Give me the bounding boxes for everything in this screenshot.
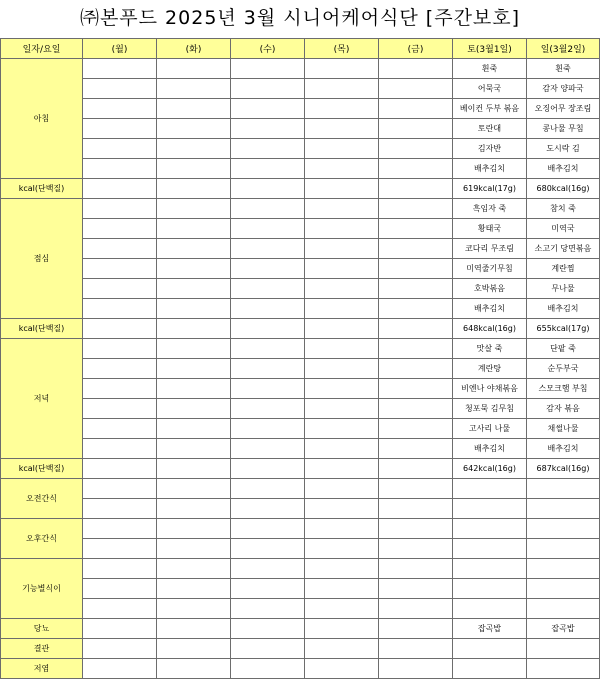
menu-cell: [305, 119, 379, 139]
menu-cell: [453, 539, 527, 559]
menu-cell: [231, 399, 305, 419]
menu-cell: 호박볶음: [453, 279, 527, 299]
menu-cell: [157, 399, 231, 419]
table-row: [1, 179, 600, 199]
menu-cell: [231, 599, 305, 619]
menu-cell: [379, 659, 453, 679]
menu-cell: [83, 139, 157, 159]
header-date: 일자/요일: [1, 39, 83, 59]
menu-cell: [453, 499, 527, 519]
menu-cell: 토란대: [453, 119, 527, 139]
table-row: [1, 339, 600, 359]
meal-category-label: 결관: [1, 639, 83, 659]
menu-cell: [305, 299, 379, 319]
menu-cell: 655kcal(17g): [527, 319, 600, 339]
menu-cell: [83, 319, 157, 339]
menu-cell: [527, 559, 600, 579]
menu-cell: 배추김치: [527, 299, 600, 319]
menu-cell: [379, 379, 453, 399]
menu-cell: [305, 559, 379, 579]
menu-cell: [305, 179, 379, 199]
meal-category-label: kcal(단백질): [1, 459, 83, 479]
menu-cell: [305, 359, 379, 379]
menu-cell: [157, 559, 231, 579]
menu-cell: 미역국: [527, 219, 600, 239]
menu-cell: [305, 59, 379, 79]
menu-cell: [231, 139, 305, 159]
menu-cell: [83, 339, 157, 359]
menu-cell: 콩나물 무침: [527, 119, 600, 139]
menu-cell: [157, 499, 231, 519]
menu-cell: 참치 죽: [527, 199, 600, 219]
menu-cell: [157, 279, 231, 299]
table-row: [1, 119, 600, 139]
table-row: [1, 459, 600, 479]
menu-cell: [379, 359, 453, 379]
menu-cell: [527, 639, 600, 659]
menu-cell: [83, 579, 157, 599]
menu-body: [1, 59, 600, 679]
menu-cell: [527, 539, 600, 559]
menu-cell: 배추김치: [527, 439, 600, 459]
menu-cell: 소고기 당면볶음: [527, 239, 600, 259]
header-row: [1, 39, 600, 59]
menu-cell: [157, 119, 231, 139]
menu-cell: [231, 379, 305, 399]
menu-cell: [527, 479, 600, 499]
table-row: [1, 499, 600, 519]
table-row: [1, 519, 600, 539]
menu-cell: 스모크햄 부침: [527, 379, 600, 399]
menu-cell: [83, 279, 157, 299]
menu-cell: [157, 159, 231, 179]
menu-cell: 감자 볶음: [527, 399, 600, 419]
table-row: [1, 379, 600, 399]
menu-cell: [305, 499, 379, 519]
menu-cell: [157, 199, 231, 219]
menu-cell: [527, 519, 600, 539]
menu-cell: [527, 659, 600, 679]
menu-cell: [231, 239, 305, 259]
menu-cell: [83, 439, 157, 459]
meal-category-label: kcal(단백질): [1, 319, 83, 339]
menu-cell: [305, 459, 379, 479]
menu-cell: [305, 339, 379, 359]
menu-cell: [157, 659, 231, 679]
menu-cell: [83, 459, 157, 479]
menu-cell: [379, 499, 453, 519]
menu-cell: 비엔나 야채볶음: [453, 379, 527, 399]
menu-cell: [379, 99, 453, 119]
menu-cell: [305, 619, 379, 639]
menu-cell: [305, 159, 379, 179]
menu-cell: [157, 539, 231, 559]
menu-cell: [527, 579, 600, 599]
menu-cell: [83, 519, 157, 539]
menu-cell: 단팥 죽: [527, 339, 600, 359]
table-row: [1, 599, 600, 619]
menu-cell: [453, 559, 527, 579]
menu-cell: 잡곡밥: [453, 619, 527, 639]
menu-cell: [379, 339, 453, 359]
menu-cell: 잡곡밥: [527, 619, 600, 639]
menu-cell: [379, 619, 453, 639]
menu-cell: [157, 239, 231, 259]
menu-cell: [305, 639, 379, 659]
menu-cell: [305, 199, 379, 219]
menu-cell: 오징어무 장조림: [527, 99, 600, 119]
menu-cell: [157, 259, 231, 279]
menu-cell: [305, 399, 379, 419]
menu-cell: [379, 139, 453, 159]
menu-cell: [379, 479, 453, 499]
menu-cell: [231, 579, 305, 599]
menu-cell: [231, 499, 305, 519]
menu-cell: [379, 439, 453, 459]
menu-cell: [231, 79, 305, 99]
menu-cell: [379, 519, 453, 539]
menu-cell: [157, 579, 231, 599]
table-row: [1, 299, 600, 319]
menu-cell: [83, 239, 157, 259]
table-row: [1, 79, 600, 99]
menu-cell: [83, 179, 157, 199]
menu-cell: 고사리 나물: [453, 419, 527, 439]
menu-cell: [157, 359, 231, 379]
menu-cell: [379, 119, 453, 139]
menu-cell: 감자 양파국: [527, 79, 600, 99]
menu-cell: [231, 219, 305, 239]
menu-cell: [231, 279, 305, 299]
menu-cell: [83, 659, 157, 679]
menu-cell: 계란찜: [527, 259, 600, 279]
menu-cell: [527, 499, 600, 519]
menu-cell: [379, 399, 453, 419]
menu-cell: [231, 419, 305, 439]
menu-cell: [453, 659, 527, 679]
menu-cell: [83, 479, 157, 499]
menu-cell: [305, 319, 379, 339]
meal-category-label: 아침: [1, 59, 83, 179]
menu-cell: [379, 579, 453, 599]
menu-cell: [231, 359, 305, 379]
meal-category-label: 점심: [1, 199, 83, 319]
menu-cell: [157, 459, 231, 479]
menu-cell: [83, 359, 157, 379]
menu-cell: [379, 319, 453, 339]
menu-cell: 계란탕: [453, 359, 527, 379]
menu-cell: 642kcal(16g): [453, 459, 527, 479]
menu-cell: [231, 439, 305, 459]
menu-cell: 황태국: [453, 219, 527, 239]
menu-cell: [231, 319, 305, 339]
meal-category-label: 저녁: [1, 339, 83, 459]
menu-cell: [305, 419, 379, 439]
table-row: [1, 579, 600, 599]
menu-cell: [83, 199, 157, 219]
menu-cell: [83, 499, 157, 519]
menu-cell: [83, 379, 157, 399]
menu-cell: 흰죽: [453, 59, 527, 79]
table-row: [1, 419, 600, 439]
table-row: [1, 59, 600, 79]
header-sat: 토(3월1일): [453, 39, 527, 59]
menu-cell: [379, 299, 453, 319]
menu-cell: [83, 259, 157, 279]
menu-cell: [83, 539, 157, 559]
menu-cell: 순두부국: [527, 359, 600, 379]
menu-cell: [157, 79, 231, 99]
menu-cell: [453, 579, 527, 599]
menu-cell: [379, 599, 453, 619]
menu-cell: [83, 59, 157, 79]
menu-cell: [231, 619, 305, 639]
menu-cell: [453, 519, 527, 539]
menu-cell: [305, 259, 379, 279]
menu-cell: [83, 219, 157, 239]
menu-cell: [305, 219, 379, 239]
menu-cell: [379, 59, 453, 79]
header-thu: (목): [305, 39, 379, 59]
menu-cell: [157, 219, 231, 239]
menu-cell: [379, 199, 453, 219]
menu-cell: 무나물: [527, 279, 600, 299]
menu-cell: [83, 119, 157, 139]
menu-cell: 도시락 김: [527, 139, 600, 159]
menu-cell: [305, 239, 379, 259]
menu-cell: [231, 459, 305, 479]
menu-cell: [83, 639, 157, 659]
table-row: [1, 559, 600, 579]
menu-cell: [231, 519, 305, 539]
menu-cell: 채썰나물: [527, 419, 600, 439]
menu-cell: [83, 399, 157, 419]
menu-cell: [231, 259, 305, 279]
menu-cell: [379, 79, 453, 99]
menu-cell: [305, 519, 379, 539]
menu-cell: [305, 579, 379, 599]
menu-cell: 미역줄기무침: [453, 259, 527, 279]
menu-table: [0, 38, 600, 679]
table-row: [1, 439, 600, 459]
menu-cell: 배추김치: [453, 439, 527, 459]
menu-cell: [305, 79, 379, 99]
menu-cell: 흑임자 죽: [453, 199, 527, 219]
menu-cell: 배추김치: [453, 299, 527, 319]
menu-cell: [231, 199, 305, 219]
menu-cell: [379, 259, 453, 279]
menu-cell: [453, 639, 527, 659]
menu-cell: [157, 319, 231, 339]
menu-cell: 맛살 죽: [453, 339, 527, 359]
menu-cell: [157, 599, 231, 619]
menu-cell: [231, 659, 305, 679]
menu-cell: 코다리 무조림: [453, 239, 527, 259]
menu-cell: [83, 79, 157, 99]
menu-cell: 680kcal(16g): [527, 179, 600, 199]
menu-cell: [157, 139, 231, 159]
meal-category-label: 오후간식: [1, 519, 83, 559]
menu-cell: 김자반: [453, 139, 527, 159]
header-tue: (화): [157, 39, 231, 59]
menu-cell: [231, 299, 305, 319]
meal-category-label: 오전간식: [1, 479, 83, 519]
menu-cell: [231, 559, 305, 579]
table-row: [1, 319, 600, 339]
menu-cell: [231, 119, 305, 139]
table-row: [1, 139, 600, 159]
menu-cell: 베이컨 두부 볶음: [453, 99, 527, 119]
menu-cell: 619kcal(17g): [453, 179, 527, 199]
header-sun: 일(3월2일): [527, 39, 600, 59]
menu-cell: [379, 559, 453, 579]
table-row: [1, 99, 600, 119]
meal-category-label: 당뇨: [1, 619, 83, 639]
menu-cell: [157, 479, 231, 499]
meal-category-label: 저염: [1, 659, 83, 679]
table-row: [1, 279, 600, 299]
meal-category-label: kcal(단백질): [1, 179, 83, 199]
menu-cell: 배추김치: [453, 159, 527, 179]
table-row: [1, 219, 600, 239]
table-row: [1, 259, 600, 279]
menu-cell: [157, 299, 231, 319]
table-row: [1, 659, 600, 679]
menu-cell: 청포묵 김무침: [453, 399, 527, 419]
menu-cell: 648kcal(16g): [453, 319, 527, 339]
menu-cell: [157, 519, 231, 539]
menu-cell: [231, 339, 305, 359]
menu-cell: [157, 379, 231, 399]
menu-cell: [379, 539, 453, 559]
menu-cell: [157, 59, 231, 79]
menu-cell: [305, 599, 379, 619]
menu-cell: [83, 419, 157, 439]
menu-cell: [157, 639, 231, 659]
page-title: ㈜본푸드 2025년 3월 시니어케어식단 [주간보호]: [79, 7, 521, 29]
table-row: [1, 199, 600, 219]
table-row: [1, 639, 600, 659]
menu-cell: [305, 279, 379, 299]
menu-cell: [157, 419, 231, 439]
table-row: [1, 359, 600, 379]
menu-cell: 배추김치: [527, 159, 600, 179]
menu-cell: [305, 379, 379, 399]
menu-cell: [157, 99, 231, 119]
menu-cell: [231, 639, 305, 659]
menu-cell: 흰죽: [527, 59, 600, 79]
menu-cell: [83, 599, 157, 619]
menu-cell: [379, 159, 453, 179]
table-row: [1, 239, 600, 259]
menu-cell: [379, 459, 453, 479]
menu-cell: [379, 639, 453, 659]
menu-cell: [305, 659, 379, 679]
table-row: [1, 479, 600, 499]
header-fri: (금): [379, 39, 453, 59]
menu-cell: [379, 219, 453, 239]
header-mon: (월): [83, 39, 157, 59]
menu-cell: [231, 179, 305, 199]
table-row: [1, 399, 600, 419]
table-row: [1, 159, 600, 179]
menu-cell: [83, 159, 157, 179]
menu-cell: [379, 179, 453, 199]
menu-cell: [83, 619, 157, 639]
menu-cell: [305, 99, 379, 119]
table-row: [1, 619, 600, 639]
table-row: [1, 539, 600, 559]
menu-cell: [157, 339, 231, 359]
menu-cell: [83, 299, 157, 319]
menu-cell: [157, 179, 231, 199]
menu-cell: [527, 599, 600, 619]
menu-cell: [83, 99, 157, 119]
menu-cell: [305, 439, 379, 459]
menu-cell: [231, 479, 305, 499]
menu-cell: 687kcal(16g): [527, 459, 600, 479]
header-wed: (수): [231, 39, 305, 59]
menu-cell: [453, 599, 527, 619]
menu-cell: [231, 59, 305, 79]
menu-cell: [379, 419, 453, 439]
menu-cell: 어묵국: [453, 79, 527, 99]
menu-cell: [157, 439, 231, 459]
meal-category-label: 기능별식이: [1, 559, 83, 619]
menu-cell: [83, 559, 157, 579]
menu-cell: [231, 159, 305, 179]
menu-cell: [305, 479, 379, 499]
menu-cell: [305, 139, 379, 159]
menu-cell: [231, 99, 305, 119]
menu-cell: [453, 479, 527, 499]
menu-cell: [379, 279, 453, 299]
menu-cell: [305, 539, 379, 559]
menu-cell: [379, 239, 453, 259]
menu-cell: [157, 619, 231, 639]
menu-cell: [231, 539, 305, 559]
